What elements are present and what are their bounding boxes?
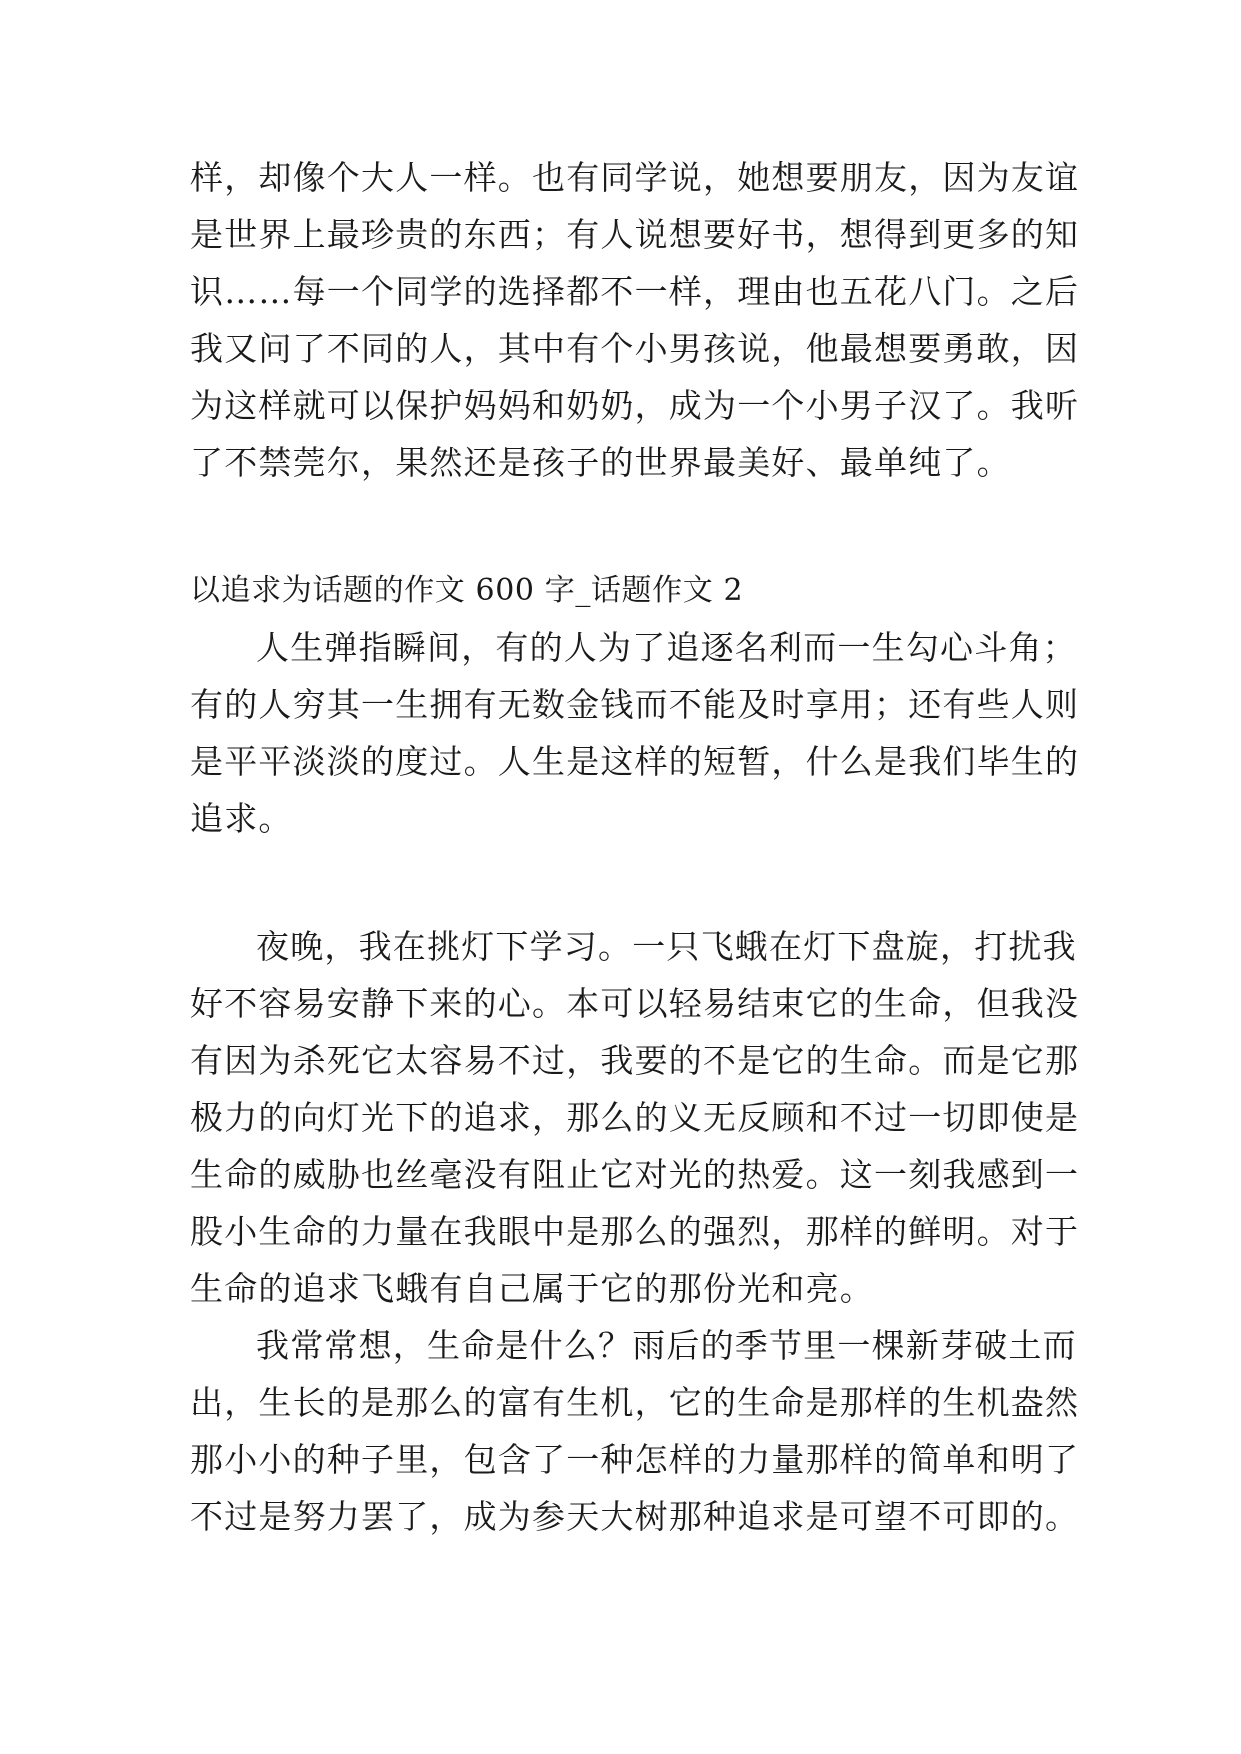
paragraph-3-line-2: 好不容易安静下来的心。本可以轻易结束它的生命，但我没	[190, 984, 1080, 1023]
paragraph-3-line-7: 生命的追求飞蛾有自己属于它的那份光和亮。	[190, 1269, 874, 1308]
paragraph-4-line-3: 那小小的种子里，包含了一种怎样的力量那样的简单和明了	[190, 1440, 1080, 1479]
paragraph-3-line-1: 夜晚，我在挑灯下学习。一只飞蛾在灯下盘旋，打扰我	[256, 927, 1077, 966]
essay-title: 以追求为话题的作文 600 字_话题作文 2	[190, 573, 744, 608]
paragraph-3-line-6: 股小生命的力量在我眼中是那么的强烈，那样的鲜明。对于	[190, 1212, 1080, 1251]
paragraph-1-line-1: 样，却像个大人一样。也有同学说，她想要朋友，因为友谊	[190, 158, 1080, 197]
paragraph-1-line-2: 是世界上最珍贵的东西；有人说想要好书，想得到更多的知	[190, 215, 1080, 254]
paragraph-3-line-4: 极力的向灯光下的追求，那么的义无反顾和不过一切即使是	[190, 1098, 1080, 1137]
paragraph-1-line-3: 识……每一个同学的选择都不一样，理由也五花八门。之后	[190, 272, 1080, 311]
paragraph-2-line-3: 是平平淡淡的度过。人生是这样的短暂，什么是我们毕生的	[190, 742, 1080, 781]
paragraph-2-line-1: 人生弹指瞬间，有的人为了追逐名利而一生勾心斗角；	[256, 628, 1077, 667]
paragraph-3-line-3: 有因为杀死它太容易不过，我要的不是它的生命。而是它那	[190, 1041, 1080, 1080]
paragraph-1-line-5: 为这样就可以保护妈妈和奶奶，成为一个小男子汉了。我听	[190, 386, 1080, 425]
paragraph-4-line-2: 出，生长的是那么的富有生机，它的生命是那样的生机盎然	[190, 1383, 1080, 1422]
paragraph-2-line-2: 有的人穷其一生拥有无数金钱而不能及时享用；还有些人则	[190, 685, 1080, 724]
paragraph-2-line-4: 追求。	[190, 799, 293, 838]
paragraph-1-line-6: 了不禁莞尔，果然还是孩子的世界最美好、最单纯了。	[190, 443, 1011, 482]
paragraph-4-line-1: 我常常想，生命是什么？雨后的季节里一棵新芽破土而	[256, 1326, 1077, 1365]
paragraph-4-line-4: 不过是努力罢了，成为参天大树那种追求是可望不可即的。	[190, 1497, 1080, 1536]
paragraph-1-line-4: 我又问了不同的人，其中有个小男孩说，他最想要勇敢，因	[190, 329, 1080, 368]
paragraph-3-line-5: 生命的威胁也丝毫没有阻止它对光的热爱。这一刻我感到一	[190, 1155, 1080, 1194]
